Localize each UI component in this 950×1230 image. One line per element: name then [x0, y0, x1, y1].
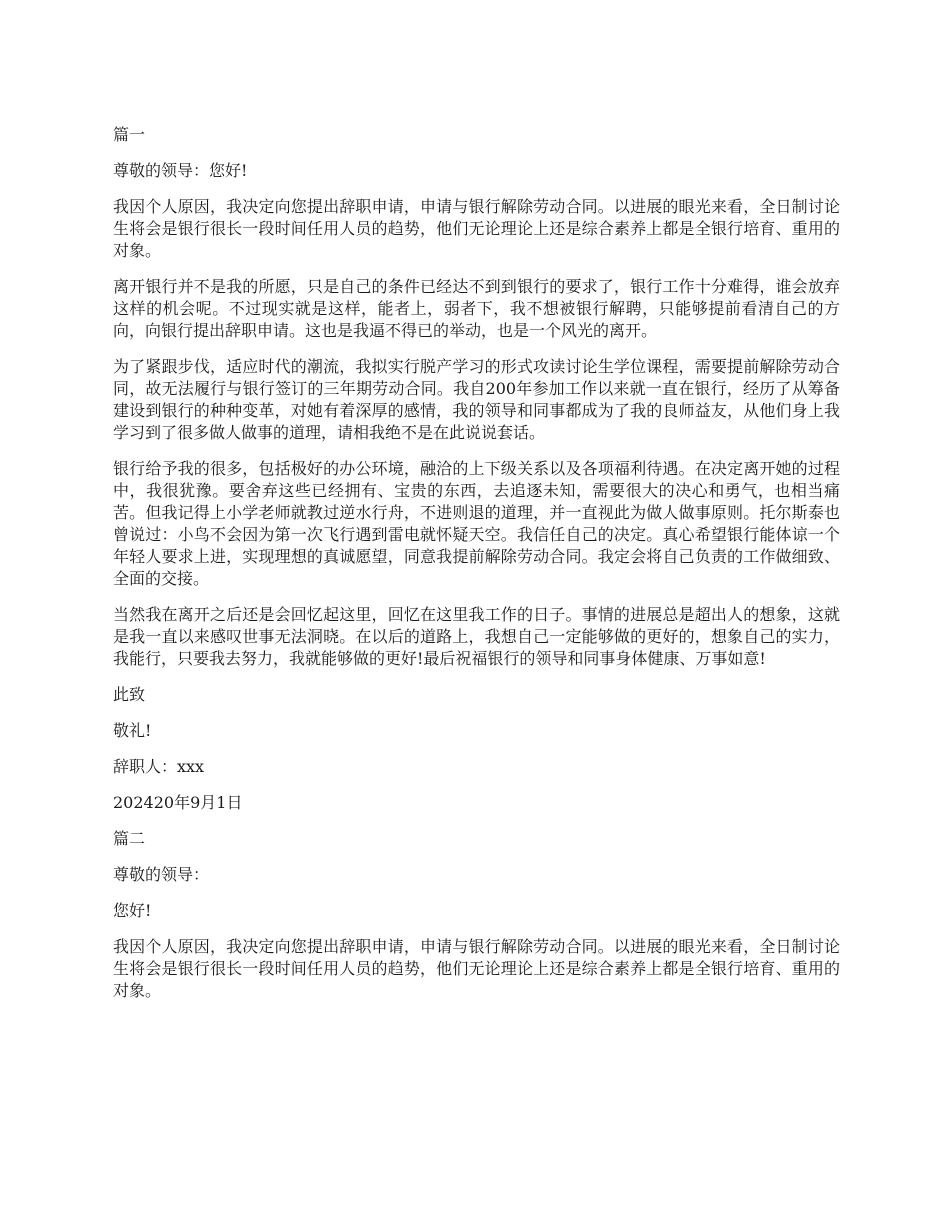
salutation: 尊敬的领导：	[113, 865, 210, 884]
body-paragraph: 离开银行并不是我的所愿，只是自己的条件已经达不到到银行的要求了，银行工作十分难得，谁会放弃这样的机会呢。不过现实就是这样，能者上，弱者下，我不想被银行解聘，只能够提前看清自己的方向，向银行提出辞职申请。这也是我逼不得已的举动，也是一个风光的离开。	[113, 277, 840, 340]
body-paragraph: 为了紧跟步伐，适应时代的潮流，我拟实行脱产学习的形式攻读讨论生学位课程，需要提前解除劳动合同，故无法履行与银行签订的三年期劳动合同。我自200年参加工作以来就一直在银行，经历了从筹备建设到银行的种种变革，对她有着深厚的感情，我的领导和同事都成为了我的良师益友，从他们身上我学习到了很多做人做事的道理，请相我绝不是在此说说套话。	[113, 357, 840, 442]
closing-line: 此致	[113, 685, 146, 704]
body-paragraph: 我因个人原因，我决定向您提出辞职申请，申请与银行解除劳动合同。以进展的眼光来看，全日制讨论生将会是银行很长一段时间任用人员的趋势，他们无论理论上还是综合素养上都是全银行培育、重用的对象。	[113, 937, 840, 1000]
salutation: 尊敬的领导：您好!	[113, 161, 248, 180]
signature-line: 辞职人：xxx	[113, 757, 205, 776]
section-heading-2: 篇二	[113, 829, 146, 848]
section-heading-1: 篇一	[113, 125, 146, 144]
body-paragraph: 当然我在离开之后还是会回忆起这里，回忆在这里我工作的日子。事情的进展总是超出人的想象，这就是我一直以来感叹世事无法洞晓。在以后的道路上，我想自己一定能够做的更好的，想象自己的实力，我能行，只要我去努力，我就能够做的更好!最后祝福银行的领导和同事身体健康、万事如意!	[113, 605, 840, 668]
closing-regards: 敬礼!	[113, 721, 152, 740]
body-paragraph: 我因个人原因，我决定向您提出辞职申请，申请与银行解除劳动合同。以进展的眼光来看，全日制讨论生将会是银行很长一段时间任用人员的趋势，他们无论理论上还是综合素养上都是全银行培育、重用的对象。	[113, 197, 840, 260]
body-paragraph: 银行给予我的很多，包括极好的办公环境，融洽的上下级关系以及各项福利待遇。在决定离开她的过程中，我很犹豫。要舍弃这些已经拥有、宝贵的东西，去追逐未知，需要很大的决心和勇气，也相当痛苦。但我记得上小学老师就教过逆水行舟，不进则退的道理，并一直视此为做人做事原则。托尔斯泰也曾说过：小鸟不会因为第一次飞行遇到雷电就怀疑天空。我信任自己的决定。真心希望银行能体谅一个年轻人要求上进，实现理想的真诚愿望，同意我提前解除劳动合同。我定会将自己负责的工作做细致、全面的交接。	[113, 459, 840, 588]
greeting: 您好!	[113, 901, 152, 920]
date-line: 202420年9月1日	[113, 793, 243, 812]
document-page	[113, 124, 840, 1016]
